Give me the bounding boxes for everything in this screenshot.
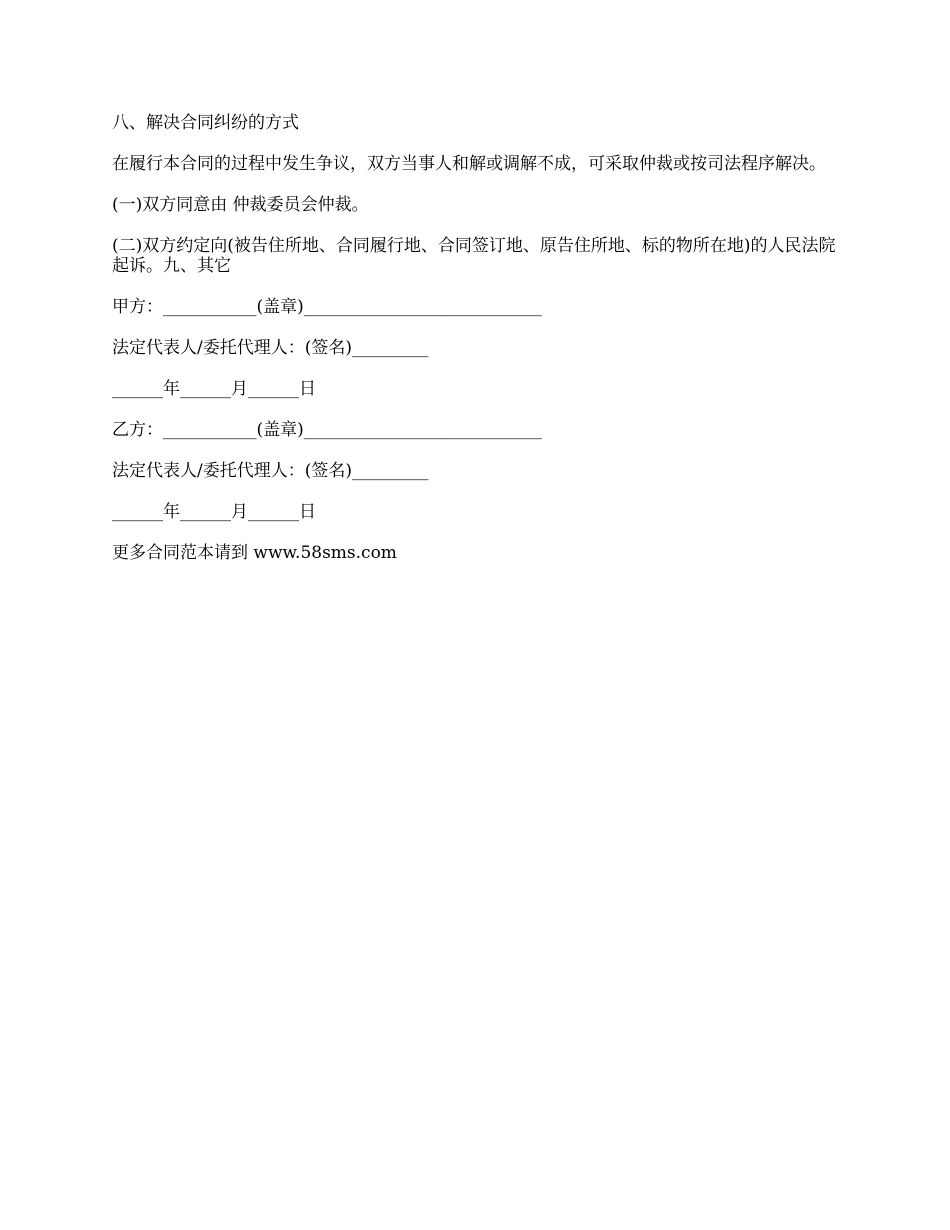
dispute-paragraph: 在履行本合同的过程中发生争议，双方当事人和解或调解不成，可采取仲裁或按司法程序解决。 xyxy=(112,154,826,174)
document-page xyxy=(112,113,842,584)
party-b-signature-line: 乙方：___________(盖章)____________________________ xyxy=(112,420,542,440)
party-a-date-line: ______年______月______日 xyxy=(112,379,316,399)
option-two-paragraph: (二)双方约定向(被告住所地、合同履行地、合同签订地、原告住所地、标的物所在地)的人民法院起诉。九、其它 xyxy=(112,236,836,276)
section-heading: 八、解决合同纠纷的方式 xyxy=(112,113,299,133)
party-b-representative-line: 法定代表人/委托代理人：(签名)_________ xyxy=(112,461,429,481)
party-a-representative-line: 法定代表人/委托代理人：(签名)_________ xyxy=(112,338,429,358)
party-a-signature-line: 甲方：___________(盖章)____________________________ xyxy=(112,297,542,317)
option-one-paragraph: (一)双方同意由 仲裁委员会仲裁。 xyxy=(112,195,369,215)
footer-note: 更多合同范本请到 www.58sms.com xyxy=(112,543,397,563)
party-b-date-line: ______年______月______日 xyxy=(112,502,316,522)
